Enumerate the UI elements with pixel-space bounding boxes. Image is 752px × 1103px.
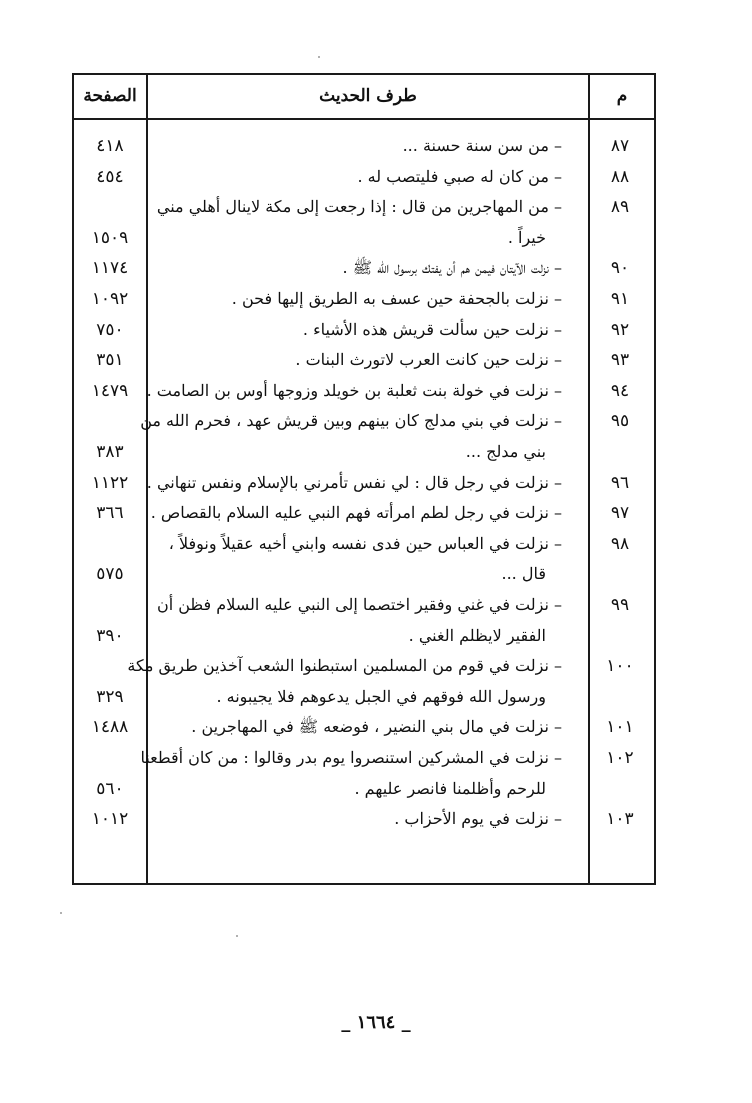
scan-speck (236, 935, 238, 937)
row-number: ٩٢ (610, 319, 630, 340)
page-reference: ١١٧٤ (91, 258, 129, 279)
hadith-text: – نزلت الآيتان فيمن هم أن يفتك برسول الله ﷺ . (342, 258, 562, 278)
page-reference: ١٤٨٨ (91, 717, 129, 738)
hadith-text: – من سن سنة حسنة ... (402, 136, 562, 155)
hadith-text: – نزلت في مال بني النضير ، فوضعه ﷺ في المهاجرين . (191, 717, 562, 737)
page-reference: ١٤٧٩ (91, 380, 129, 401)
page-reference: ٣٥١ (96, 350, 124, 371)
page-reference: ١٠٩٢ (91, 289, 129, 309)
header-number: م (616, 86, 628, 106)
row-number: ١٠٣ (606, 809, 634, 830)
scan-speck (318, 56, 320, 58)
row-number: ١٠٢ (606, 748, 634, 768)
row-number: ٨٧ (610, 136, 630, 156)
hadith-text: – نزلت في خولة بنت ثعلبة بن خويلد وزوجها أوس بن الصامت . (146, 380, 562, 400)
row-number: ٩٩ (610, 595, 630, 615)
page-reference: ٣٩٠ (96, 625, 124, 646)
header-hadith-start: طرف الحديث (319, 86, 417, 106)
footer-page-number: _ ١٦٦٤ _ (341, 1012, 411, 1033)
hadith-text: – من المهاجرين من قال : إذا رجعت إلى مكة لاينال أهلي مني (156, 197, 562, 217)
hadith-text-continued: للرحم وأظلمنا فانصر عليهم . (354, 778, 546, 798)
hadith-text: – نزلت في بني مدلج كان بينهم وبين قريش عهد ، فحرم الله من (140, 411, 562, 431)
hadith-text: – نزلت حين كانت العرب لاتورث البنات . (295, 350, 562, 370)
hadith-text: – نزلت حين سألت قريش هذه الأشياء . (302, 319, 562, 339)
hadith-text: – نزلت في المشركين استنصروا يوم بدر وقالوا : من كان أقطعنا (140, 748, 562, 767)
row-number: ٨٩ (610, 197, 630, 218)
row-number: ٩١ (610, 289, 630, 309)
page-reference: ٥٦٠ (96, 778, 124, 799)
row-number: ٩٧ (610, 503, 630, 524)
row-number: ٩٤ (610, 380, 630, 401)
row-number: ٩٣ (610, 350, 630, 371)
header-page: الصفحة (83, 86, 137, 106)
page-reference: ١١٢٢ (91, 472, 129, 493)
hadith-text-continued: بني مدلج ... (465, 442, 546, 461)
hadith-text: – نزلت في قوم من المسلمين استبطنوا الشعب آخذين طريق مكة (127, 656, 562, 676)
hadith-text: – نزلت بالجحفة حين عسف به الطريق إليها فحن . (231, 289, 562, 308)
page-reference: ١٥٠٩ (91, 227, 129, 248)
hadith-text-continued: قال ... (501, 564, 546, 584)
hadith-text: – من كان له صبي فليتصب له . (357, 166, 562, 186)
row-number: ١٠١ (606, 717, 634, 738)
hadith-text: – نزلت في غني وفقير اختصما إلى النبي عليه السلام فظن أن (156, 595, 562, 614)
page-reference: ٣٢٩ (96, 686, 124, 707)
scan-speck (60, 912, 62, 914)
page-reference: ٤٥٤ (96, 166, 124, 187)
index-table (72, 73, 656, 885)
row-number: ٩٥ (610, 411, 630, 432)
hadith-text: – نزلت في العباس حين فدى نفسه وابني أخيه عقيلاً ونوفلاً ، (168, 533, 562, 553)
hadith-text: – نزلت في رجل لطم امرأته فهم النبي عليه السلام بالقصاص . (150, 503, 562, 523)
hadith-text-continued: ورسول الله فوقهم في الجبل يدعوهم فلا يجيبونه . (216, 686, 546, 706)
page-reference: ٣٨٣ (96, 442, 124, 462)
page-reference: ٤١٨ (96, 136, 124, 156)
row-number: ٩٦ (610, 472, 630, 493)
row-number: ٨٨ (610, 166, 630, 187)
header-rule (74, 118, 654, 120)
row-number: ٩٨ (610, 533, 630, 554)
hadith-text-continued: الفقير لايظلم الغني . (408, 625, 546, 645)
page-reference: ٣٦٦ (96, 503, 124, 524)
page-reference: ٧٥٠ (96, 319, 124, 340)
hadith-text: – نزلت في رجل قال : لي نفس تأمرني بالإسلام ونفس تنهاني . (146, 472, 562, 492)
row-number: ١٠٠ (606, 656, 634, 677)
hadith-text-continued: خيراً . (507, 227, 546, 247)
page-reference: ١٠١٢ (91, 809, 129, 830)
row-number: ٩٠ (610, 258, 630, 279)
page-reference: ٥٧٥ (96, 564, 124, 585)
hadith-text: – نزلت في يوم الأحزاب . (394, 809, 562, 829)
